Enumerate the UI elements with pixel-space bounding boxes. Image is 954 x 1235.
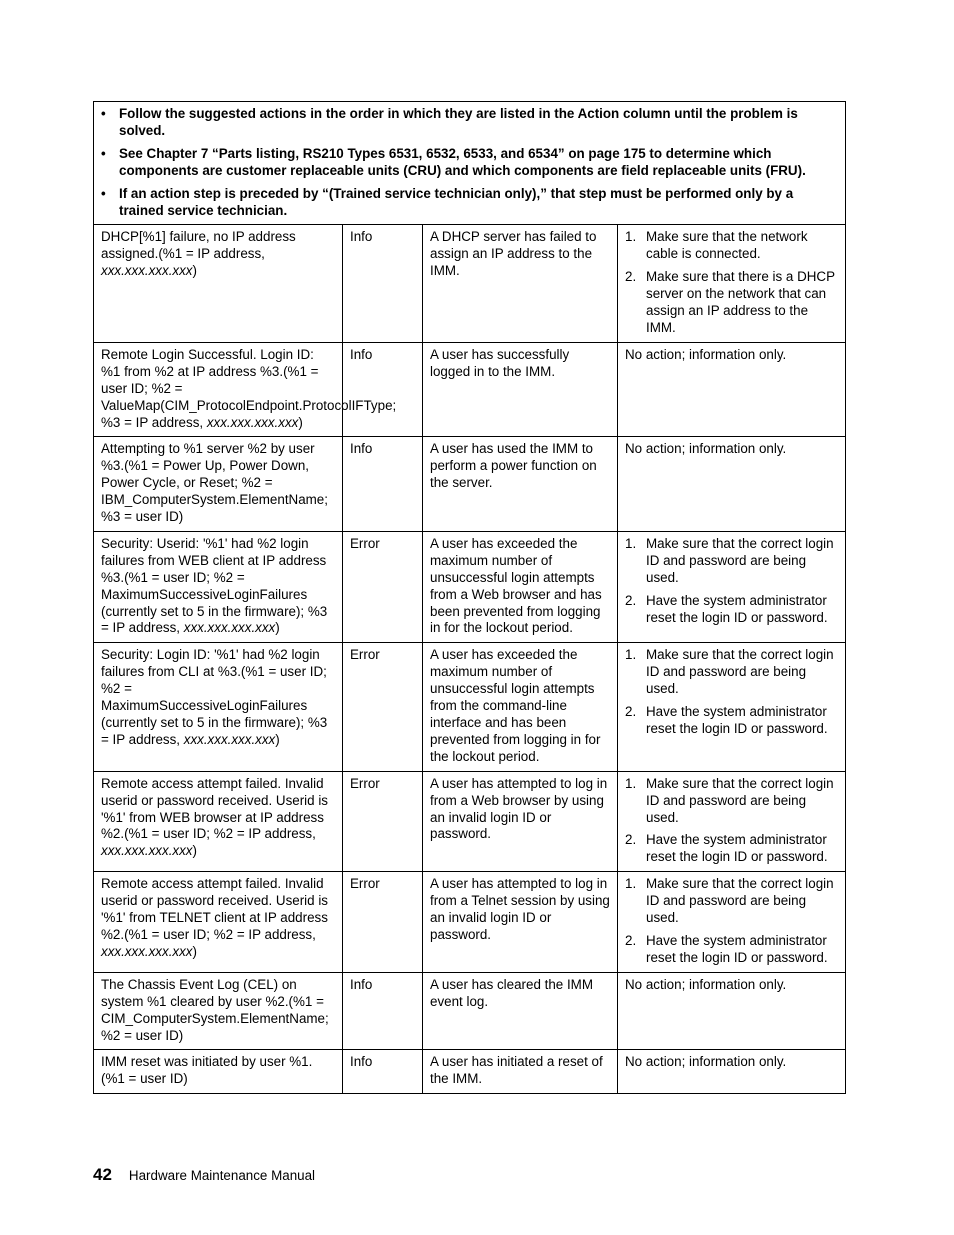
table-row xyxy=(94,972,846,1050)
table-row xyxy=(94,643,846,771)
note-text: Follow the suggested actions in the order in which they are listed in the Action column until the problem is solved. xyxy=(119,106,798,138)
step-text: Have the system administrator reset the login ID or password. xyxy=(646,704,828,736)
note-item xyxy=(101,146,839,180)
action-step xyxy=(625,536,839,587)
ip-placeholder: xxx.xxx.xxx.xxx xyxy=(183,731,276,747)
step-text: Have the system administrator reset the login ID or password. xyxy=(646,832,828,865)
severity-cell: Error xyxy=(343,531,423,642)
message-cell xyxy=(94,872,343,973)
ip-placeholder: xxx.xxx.xxx.xxx xyxy=(101,943,193,959)
step-number: 2. xyxy=(625,269,637,285)
action-list xyxy=(625,776,839,867)
action-step xyxy=(625,933,839,967)
bullet-icon: • xyxy=(101,185,106,201)
action-step xyxy=(625,704,839,738)
action-text: No action; information only. xyxy=(625,976,787,992)
step-number: 1. xyxy=(625,876,637,892)
manual-title: Hardware Maintenance Manual xyxy=(128,1168,316,1183)
message-cell xyxy=(94,1050,343,1094)
step-number: 2. xyxy=(625,932,637,948)
action-step xyxy=(625,776,839,827)
step-number: 1. xyxy=(625,775,637,791)
note-item xyxy=(101,186,839,220)
severity-cell: Info xyxy=(343,225,423,342)
explanation-cell: A user has exceeded the maximum number of unsuccessful login attempts from a Web browser and has been prevented from logging in for the lockout period. xyxy=(423,531,618,642)
table-row xyxy=(94,771,846,872)
note-text: If an action step is preceded by “(Trained service technician only),” that step must be performed only by a trained service technician. xyxy=(119,185,794,218)
action-cell xyxy=(618,1050,846,1094)
severity-cell: Info xyxy=(343,972,423,1050)
table-row xyxy=(94,872,846,973)
step-number: 2. xyxy=(625,592,637,608)
severity-cell: Info xyxy=(343,342,423,437)
severity-cell: Error xyxy=(343,643,423,771)
table-row xyxy=(94,225,846,342)
message-table xyxy=(93,101,846,1094)
step-text: Make sure that the correct login ID and password are being used. xyxy=(646,535,834,585)
table-body xyxy=(94,102,846,1094)
action-text: No action; information only. xyxy=(625,346,787,362)
explanation-cell: A user has used the IMM to perform a power function on the server. xyxy=(423,437,618,532)
action-cell xyxy=(618,437,846,532)
step-number: 2. xyxy=(625,832,637,848)
message-cell xyxy=(94,771,343,872)
action-text: No action; information only. xyxy=(625,441,787,457)
notes-row xyxy=(94,102,846,225)
message-text: Remote Login Successful. Login ID: %1 from %2 at IP address %3.(%1 = user ID; %2 = xyxy=(101,346,319,396)
message-tail: ) xyxy=(192,943,197,959)
action-list xyxy=(625,647,839,738)
step-text: Make sure that the correct login ID and password are being used. xyxy=(646,876,834,926)
severity-cell: Info xyxy=(343,1050,423,1094)
action-step xyxy=(625,647,839,698)
severity-cell: Error xyxy=(343,872,423,973)
page-footer xyxy=(93,1165,315,1185)
step-number: 1. xyxy=(625,647,637,663)
message-text: Remote access attempt failed. Invalid userid or password received. Userid is '%1' from TELNET client at IP address %2.(%1 = user ID; %2 = IP address, xyxy=(101,876,328,942)
action-step xyxy=(625,229,839,263)
message-text: Remote access attempt failed. Invalid userid or password received. Userid is '%1' from WEB browser at IP address %2.(%1 = user ID; %2 = IP address, xyxy=(101,775,328,842)
explanation-cell: A user has successfully logged in to the IMM. xyxy=(423,342,618,437)
step-number: 2. xyxy=(625,704,637,720)
message-text: DHCP[%1] failure, no IP address assigned.(%1 = IP address, xyxy=(101,229,296,262)
notes-cell xyxy=(94,102,846,225)
action-step xyxy=(625,832,839,866)
note-item xyxy=(101,106,839,140)
table-row xyxy=(94,1050,846,1094)
message-tail: ) xyxy=(192,263,197,279)
message-tail: ) xyxy=(192,843,197,859)
ip-placeholder: xxx.xxx.xxx.xxx xyxy=(183,620,276,636)
step-text: Have the system administrator reset the login ID or password. xyxy=(646,592,828,625)
action-cell xyxy=(618,771,846,872)
explanation-cell: A DHCP server has failed to assign an IP address to the IMM. xyxy=(423,225,618,342)
action-list xyxy=(625,229,839,336)
explanation-cell: A user has attempted to log in from a Telnet session by using an invalid login ID or password. xyxy=(423,872,618,973)
message-cell xyxy=(94,972,343,1050)
ip-placeholder: xxx.xxx.xxx.xxx xyxy=(101,263,193,279)
step-text: Make sure that there is a DHCP server on the network that can assign an IP address to the IMM. xyxy=(646,269,835,335)
action-text: No action; information only. xyxy=(625,1054,787,1070)
note-text: See Chapter 7 “Parts listing, RS210 Types 6531, 6532, 6533, and 6534” on page 175 to determine which components are customer replaceable units (CRU) and which components are field replaceable units (FRU). xyxy=(119,145,806,178)
message-text: The Chassis Event Log (CEL) on system %1 cleared by user %2.(%1 = CIM_ComputerSystem.ElementName; %2 = user ID) xyxy=(101,976,329,1043)
message-cell xyxy=(94,437,343,532)
action-cell xyxy=(618,643,846,771)
action-step xyxy=(625,876,839,927)
action-list xyxy=(625,876,839,967)
ip-placeholder: xxx.xxx.xxx.xxx xyxy=(101,843,193,859)
action-cell xyxy=(618,972,846,1050)
step-text: Have the system administrator reset the login ID or password. xyxy=(646,932,828,965)
action-cell xyxy=(618,342,846,437)
explanation-cell: A user has cleared the IMM event log. xyxy=(423,972,618,1050)
action-list xyxy=(625,536,839,627)
message-tail: ) xyxy=(275,731,280,747)
action-cell xyxy=(618,531,846,642)
table-row xyxy=(94,531,846,642)
table-row xyxy=(94,437,846,532)
bullet-icon: • xyxy=(101,106,106,121)
explanation-cell: A user has attempted to log in from a Web browser by using an invalid login ID or password. xyxy=(423,771,618,872)
table-row xyxy=(94,342,846,437)
severity-cell: Info xyxy=(343,437,423,532)
explanation-cell: A user has exceeded the maximum number of unsuccessful login attempts from the command-line interface and has been prevented from logging in for the lockout period. xyxy=(423,643,618,771)
action-cell xyxy=(618,225,846,342)
step-number: 1. xyxy=(625,535,637,551)
explanation-cell: A user has initiated a reset of the IMM. xyxy=(423,1050,618,1094)
message-text: Attempting to %1 server %2 by user %3.(%1 = Power Up, Power Down, Power Cycle, or Reset; %2 = IBM_ComputerSystem.ElementName; %3 = user ID) xyxy=(101,441,328,525)
step-text: Make sure that the correct login ID and password are being used. xyxy=(646,775,834,825)
message-after-text: %3 = IP address, xyxy=(101,414,207,430)
page-number: 42 xyxy=(93,1165,112,1184)
step-number: 1. xyxy=(625,229,637,245)
message-text: Security: Login ID: '%1' had %2 login failures from CLI at %3.(%1 = user ID; %2 = MaximumSuccessiveLoginFailures (currently set to 5 in the firmware); %3 = IP address, xyxy=(101,647,328,747)
step-text: Make sure that the correct login ID and password are being used. xyxy=(646,647,834,697)
step-text: Make sure that the network cable is connected. xyxy=(646,229,808,262)
message-cell xyxy=(94,225,343,342)
bullet-icon: • xyxy=(101,145,106,161)
action-step xyxy=(625,269,839,337)
message-tail: ) xyxy=(275,620,280,636)
message-cell xyxy=(94,643,343,771)
message-nowrap-text: ValueMap(CIM_ProtocolEndpoint.ProtocolIFType; xyxy=(101,397,397,413)
ip-placeholder: xxx.xxx.xxx.xxx xyxy=(206,414,299,430)
message-tail: ) xyxy=(298,414,303,430)
message-text: IMM reset was initiated by user %1.(%1 = user ID) xyxy=(101,1054,313,1087)
action-step xyxy=(625,593,839,627)
message-cell xyxy=(94,531,343,642)
action-cell xyxy=(618,872,846,973)
severity-cell: Error xyxy=(343,771,423,872)
message-text: Security: Userid: '%1' had %2 login failures from WEB client at IP address %3.(%1 = user ID; %2 = MaximumSuccessiveLoginFailures (currently set to 5 in the firmware); %3 = IP address, xyxy=(101,535,328,636)
